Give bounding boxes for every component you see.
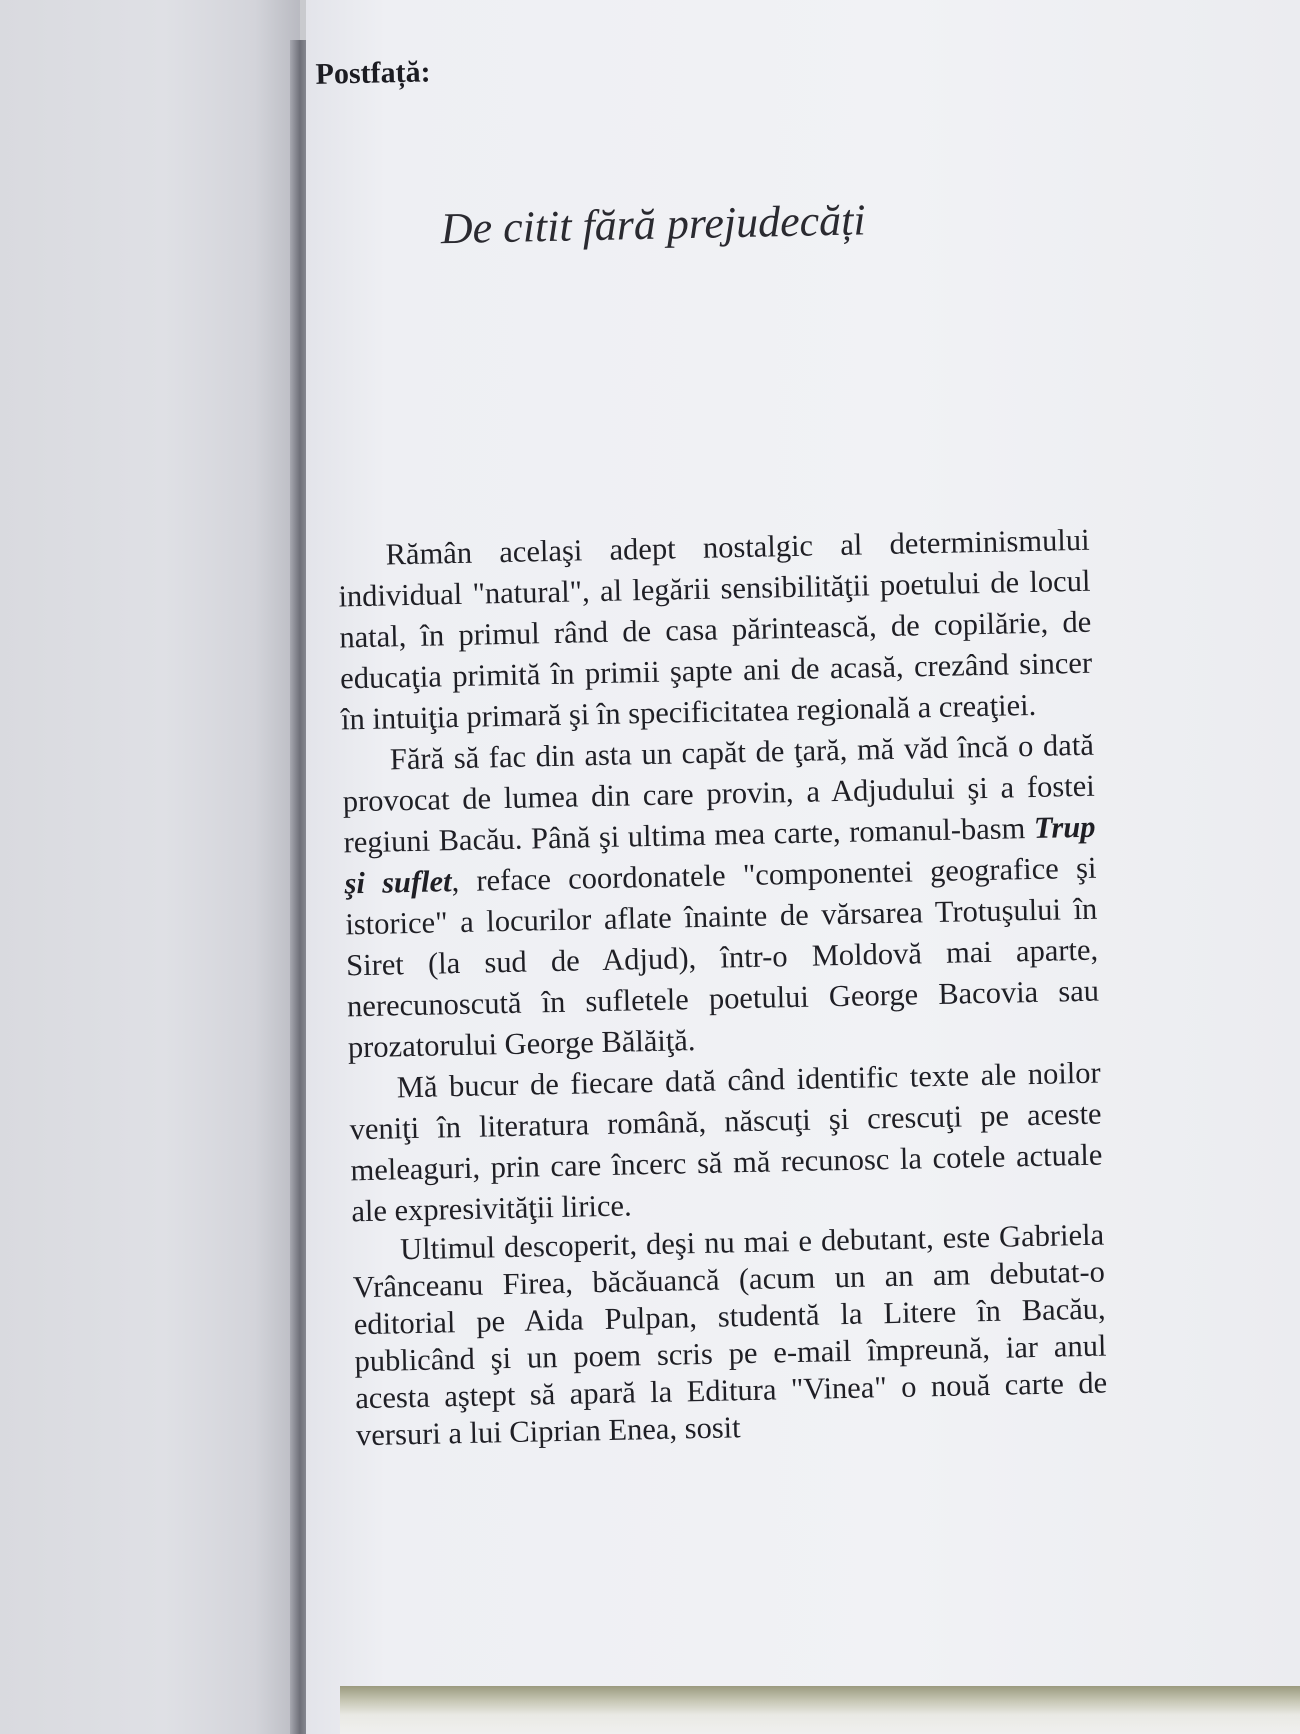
paragraph-2-part-1: Fără să fac din asta un capăt de ţară, mă văd încă o dată provocat de lumea din care provin, a Adjudului şi a fostei regiuni Bacău. Până şi ultima mea carte, romanul-basm <box>342 727 1095 860</box>
book-title: Trup şi suflet <box>344 809 1096 901</box>
paragraph-2 <box>342 725 1101 1069</box>
page-bottom-edge <box>340 1686 1300 1734</box>
right-page <box>306 0 1300 1734</box>
page-title: De citit fără prejudecăți <box>440 195 867 254</box>
body-text <box>337 520 1108 1455</box>
paragraph-2-part-2: , reface coordonatele "componentei geografice şi istorice" a locurilor aflate înainte de vărsarea Trotuşului în Siret (la sud de Adjud), într-o Moldovă mai aparte, nerecunoscută în sufletele poetului George Bacovia sau prozatorului George Bălăiţă. <box>345 850 1100 1065</box>
section-label: Postfață: <box>315 55 431 91</box>
paragraph-1: Rămân acelaşi adept nostalgic al determinismului individual "natural", al legării sensibilităţii poetului de locul natal, în primul rând de casa părintească, de copilărie, de educaţia primită în primii şapte ani de acasă, crezând sincer în intuiţia primară şi în specificitatea regională a creaţiei. <box>338 522 1093 737</box>
paragraph-3: Mă bucur de fiecare dată când identific texte ale noilor veniţi în literatura română, născuţi şi crescuţi pe aceste meleaguri, prin care încerc să mă recunosc la cotele actuale ale expresivităţii lirice. <box>349 1055 1103 1229</box>
page-content <box>306 0 1300 1734</box>
paragraph-4: Ultimul descoperit, deşi nu mai e debutant, este Gabriela Vrânceanu Firea, băcăuancă (acum un an am debutat-o editorial pe Aida Pulpan, studentă la Litere în Bacău, publicând şi un poem scris pe e-mail împreună, iar anul acesta aştept să apară la Editura "Vinea" o nouă carte de versuri a lui Ciprian Enea, sosit <box>352 1217 1108 1453</box>
left-page <box>0 0 300 1734</box>
